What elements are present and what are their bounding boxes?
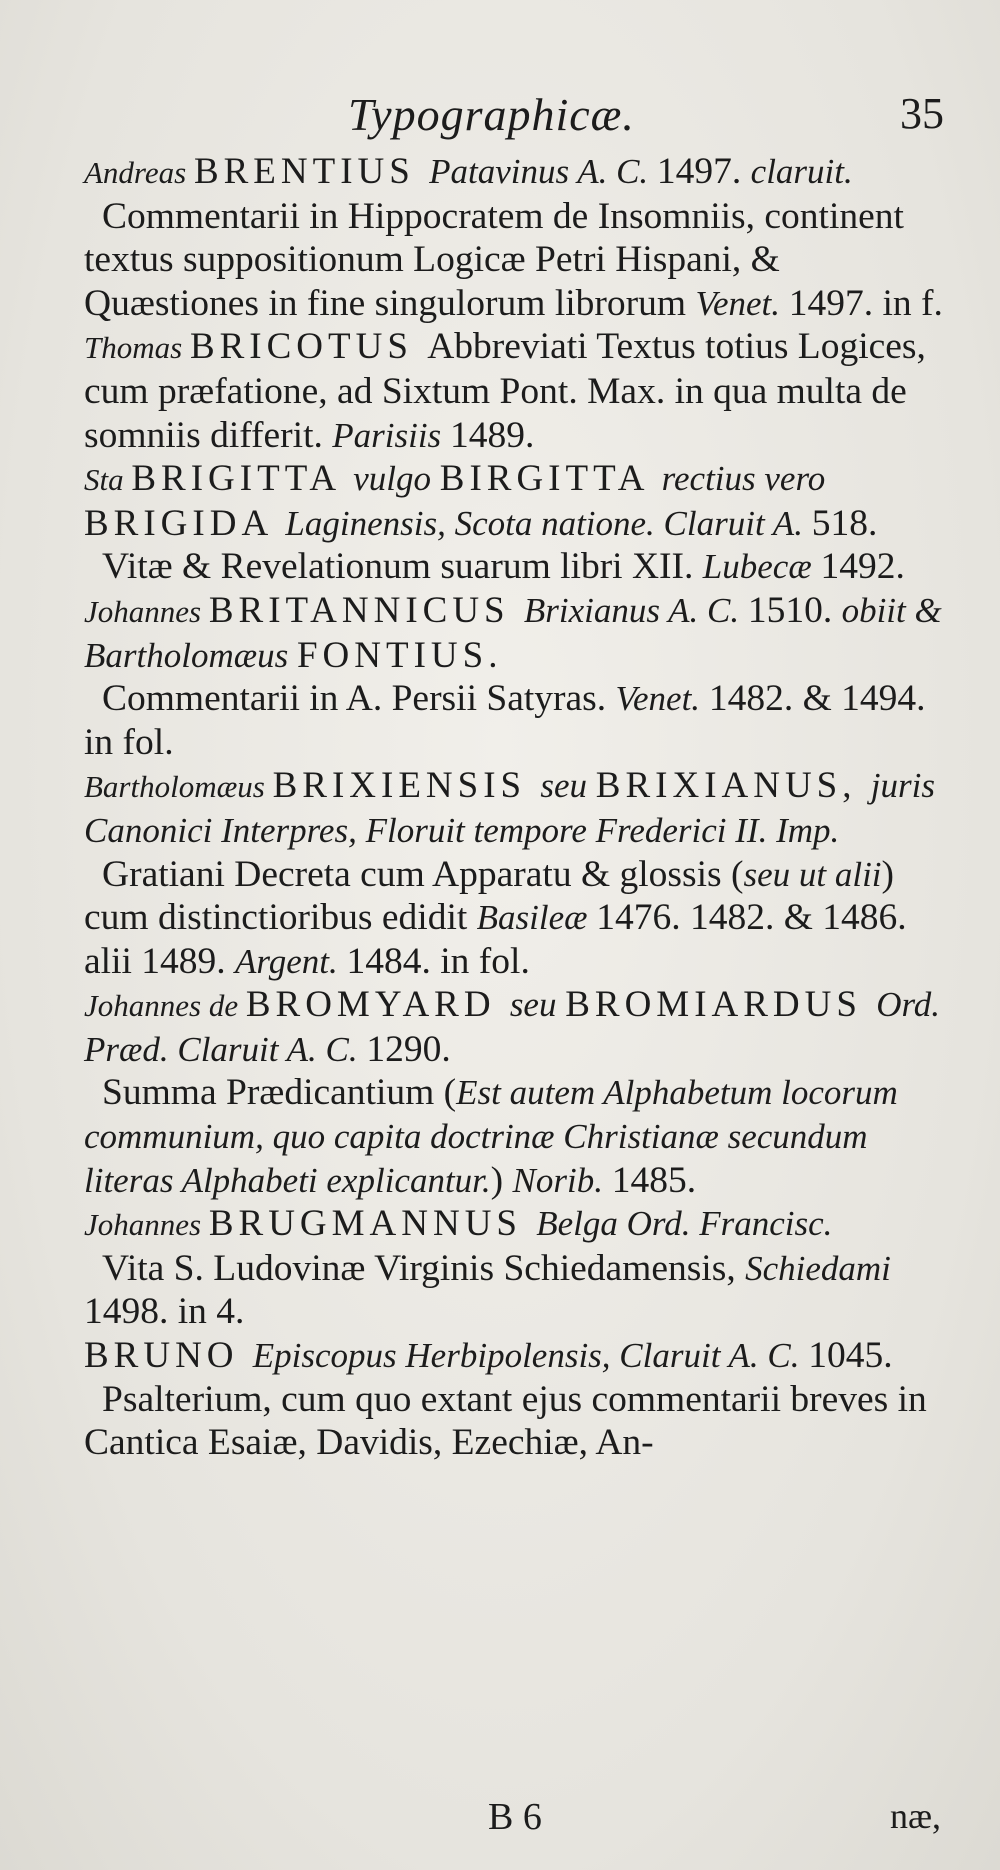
- entry-heading: [84, 1334, 944, 1378]
- work-text: Vita S. Ludovinæ Virginis Schiedamensis,: [102, 1247, 746, 1289]
- author-forename: Bartholomæus: [84, 769, 273, 805]
- entry-text: 1497.: [656, 151, 751, 192]
- author-surname: BRITANNICUS: [208, 589, 524, 631]
- author-surname: BRIGIDA: [84, 502, 286, 544]
- author-forename: Andreas: [84, 155, 194, 190]
- entry-text: claruit.: [750, 152, 853, 191]
- author-forename: Johannes: [84, 593, 209, 629]
- bibliography-entry: [84, 325, 944, 457]
- entry-text: seu: [540, 766, 596, 806]
- entry-text: 1045.: [808, 1335, 893, 1377]
- work-description: [84, 1071, 944, 1202]
- author-surname: BROMYARD: [245, 984, 510, 1026]
- entry-text: 1290.: [366, 1028, 451, 1070]
- running-title: Typographicæ.: [348, 89, 635, 140]
- entry-heading: [84, 764, 944, 852]
- entry-text: 1489.: [449, 414, 535, 456]
- author-forename: Thomas: [84, 330, 190, 366]
- author-surname: FONTIUS.: [296, 634, 503, 676]
- work-text: Lubecæ: [702, 547, 821, 587]
- entry-heading: [84, 589, 944, 677]
- work-description: [84, 1247, 944, 1334]
- bibliography-entry: [84, 457, 944, 589]
- work-text: ) cum distinctioribus edidit: [84, 853, 895, 939]
- entry-text: seu: [509, 985, 566, 1025]
- entry-text: Parisiis: [332, 415, 450, 455]
- author-surname: BRIXIANUS,: [595, 765, 871, 807]
- work-text: Est autem Alphabetum locorum communium, quo capita doctrinæ Christianæ secundum literas Alphabeti explicantur.: [84, 1073, 898, 1200]
- work-text: 1485.: [611, 1159, 697, 1201]
- author-forename: Johannes de: [84, 988, 246, 1024]
- work-text: ): [490, 1159, 513, 1201]
- entry-text: Brixianus A. C.: [523, 590, 748, 630]
- bibliography-entry: [84, 983, 944, 1202]
- entry-text: 1510.: [747, 589, 842, 631]
- author-forename: Johannes: [84, 1207, 209, 1243]
- bibliography-entry: [84, 764, 944, 983]
- work-text: Basileæ: [476, 898, 597, 938]
- work-text: Gratiani Decreta cum Apparatu & glossis (: [102, 853, 744, 895]
- work-text: Venet.: [695, 283, 789, 323]
- work-text: Schiedami: [745, 1248, 891, 1288]
- author-forename: Sta: [84, 462, 132, 498]
- entry-heading: [84, 457, 944, 545]
- work-text: Psalterium, cum quo extant ejus commentarii breves in Cantica Esaiæ, Davidis, Ezechiæ, An-: [84, 1378, 927, 1464]
- bibliography-entry: [84, 1202, 944, 1334]
- work-text: Commentarii in A. Persii Satyras.: [102, 678, 616, 720]
- catchword: næ,: [890, 1796, 942, 1836]
- bibliography-entry: [84, 1334, 944, 1465]
- work-text: seu ut alii: [743, 854, 882, 894]
- entry-text: Patavinus A. C.: [429, 152, 657, 191]
- author-surname: BRUGMANNUS: [208, 1203, 537, 1245]
- author-surname: BRENTIUS: [193, 151, 430, 192]
- work-text: Vitæ & Revelationum suarum libri XII.: [102, 546, 703, 588]
- work-text: 1482. & 1494. in fol.: [84, 678, 926, 763]
- author-surname: BROMIARDUS: [565, 984, 877, 1026]
- work-text: Commentarii in Hippocratem de Insomniis, continent textus suppositionum Logicæ Petri Hispani, & Quæstiones in fine singulorum librorum: [84, 195, 904, 324]
- entry-text: Laginensis, Scota natione. Claruit A.: [285, 503, 812, 543]
- bibliography-entry: [84, 150, 944, 325]
- entry-text: Episcopus Herbipolensis, Claruit A. C.: [252, 1336, 809, 1376]
- work-text: 1476. 1482. & 1486. alii 1489.: [84, 897, 907, 982]
- entry-text: juris Canonici Interpres, Floruit tempore Frederici II. Imp.: [84, 766, 935, 850]
- work-text: Argent.: [235, 941, 347, 981]
- page-number: 35: [900, 89, 944, 138]
- work-description: [84, 853, 944, 984]
- work-description: [84, 1378, 944, 1465]
- author-surname: BIRGITTA: [439, 458, 662, 500]
- author-surname: BRIGITTA: [131, 458, 354, 500]
- entry-text: Belga Ord. Francisc.: [536, 1204, 833, 1244]
- entry-heading: [84, 150, 944, 195]
- entry-heading: [84, 983, 944, 1071]
- work-text: Norib.: [512, 1160, 612, 1200]
- entry-text: obiit & Bartholomæus: [84, 590, 942, 675]
- work-text: Venet.: [615, 679, 709, 719]
- entry-heading: [84, 1202, 944, 1247]
- bibliography-entries: [84, 150, 944, 1465]
- work-description: [84, 545, 944, 589]
- work-description: [84, 677, 944, 764]
- author-surname: BRIXIENSIS: [272, 765, 541, 807]
- signature-mark: B 6: [488, 1796, 542, 1838]
- bibliography-entry: [84, 589, 944, 764]
- author-surname: BRICOTUS: [189, 326, 428, 368]
- entry-text: Ord. Præd. Claruit A. C.: [84, 985, 941, 1069]
- page-footer: [0, 1795, 1000, 1845]
- work-text: 1492.: [820, 546, 905, 588]
- work-text: 1497. in f.: [788, 282, 943, 324]
- entry-heading: [84, 325, 944, 457]
- entry-text: 518.: [811, 502, 878, 544]
- author-surname: BRUNO: [84, 1335, 253, 1377]
- work-text: Summa Prædicantium (: [102, 1072, 457, 1114]
- entry-text: vulgo: [353, 459, 440, 499]
- work-description: [84, 195, 944, 326]
- work-text: 1498. in 4.: [84, 1291, 245, 1333]
- entry-text: Abbreviati Textus totius Logices, cum præfatione, ad Sixtum Pont. Max. in qua multa de somniis differit.: [84, 326, 926, 456]
- page-header: [0, 88, 1000, 148]
- entry-text: rectius vero: [661, 459, 826, 499]
- work-text: 1484. in fol.: [346, 940, 530, 982]
